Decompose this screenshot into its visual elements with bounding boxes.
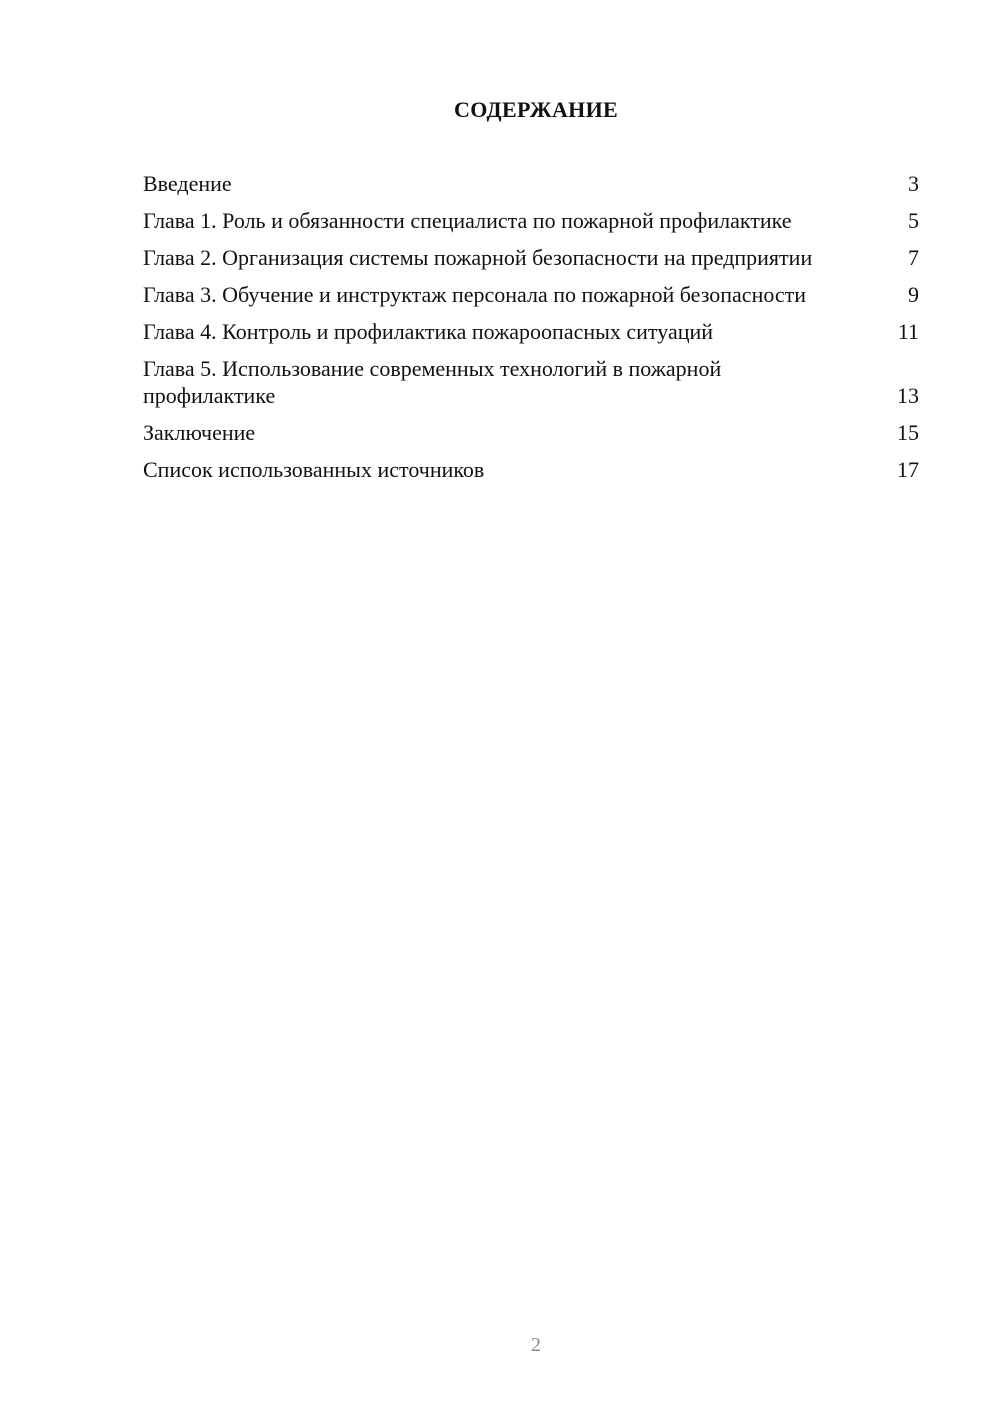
toc-entry-title: Глава 3. Обучение и инструктаж персонала по пожарной безопасности xyxy=(143,282,807,307)
toc-entry-chapter-1 xyxy=(143,207,919,234)
page-number: 2 xyxy=(531,1334,541,1356)
toc-entry-conclusion xyxy=(143,419,919,446)
toc-entry-page: 7 xyxy=(908,245,919,270)
toc-entry-chapter-4 xyxy=(143,318,919,345)
toc-entry-page: 13 xyxy=(897,383,919,408)
toc-entry-page: 3 xyxy=(908,171,919,196)
toc-heading: СОДЕРЖАНИЕ xyxy=(454,97,618,122)
toc-entry-title: Глава 4. Контроль и профилактика пожароопасных ситуаций xyxy=(143,319,714,344)
toc-entry-chapter-5 xyxy=(143,355,919,409)
toc-entry-chapter-3 xyxy=(143,281,919,308)
toc-entry-page: 5 xyxy=(908,208,919,233)
toc-entry-introduction xyxy=(143,170,919,197)
toc-entry-chapter-2 xyxy=(143,244,919,271)
toc-entry-page: 17 xyxy=(897,457,919,482)
toc-entry-page: 9 xyxy=(908,282,919,307)
toc-entry-title: Глава 1. Роль и обязанности специалиста по пожарной профилактике xyxy=(143,208,792,233)
toc-entry-references xyxy=(143,456,919,483)
toc-entry-title: Введение xyxy=(143,171,232,196)
toc-entry-page: 11 xyxy=(897,319,919,344)
toc-entry-title: Список использованных источников xyxy=(143,457,485,482)
toc-entry-page: 15 xyxy=(897,420,919,445)
toc-entry-title: Заключение xyxy=(143,420,256,445)
toc-entry-title: Глава 5. Использование современных технологий в пожарной профилактике xyxy=(143,356,722,408)
toc-entry-title: Глава 2. Организация системы пожарной безопасности на предприятии xyxy=(143,245,813,270)
table-of-contents xyxy=(143,170,919,493)
